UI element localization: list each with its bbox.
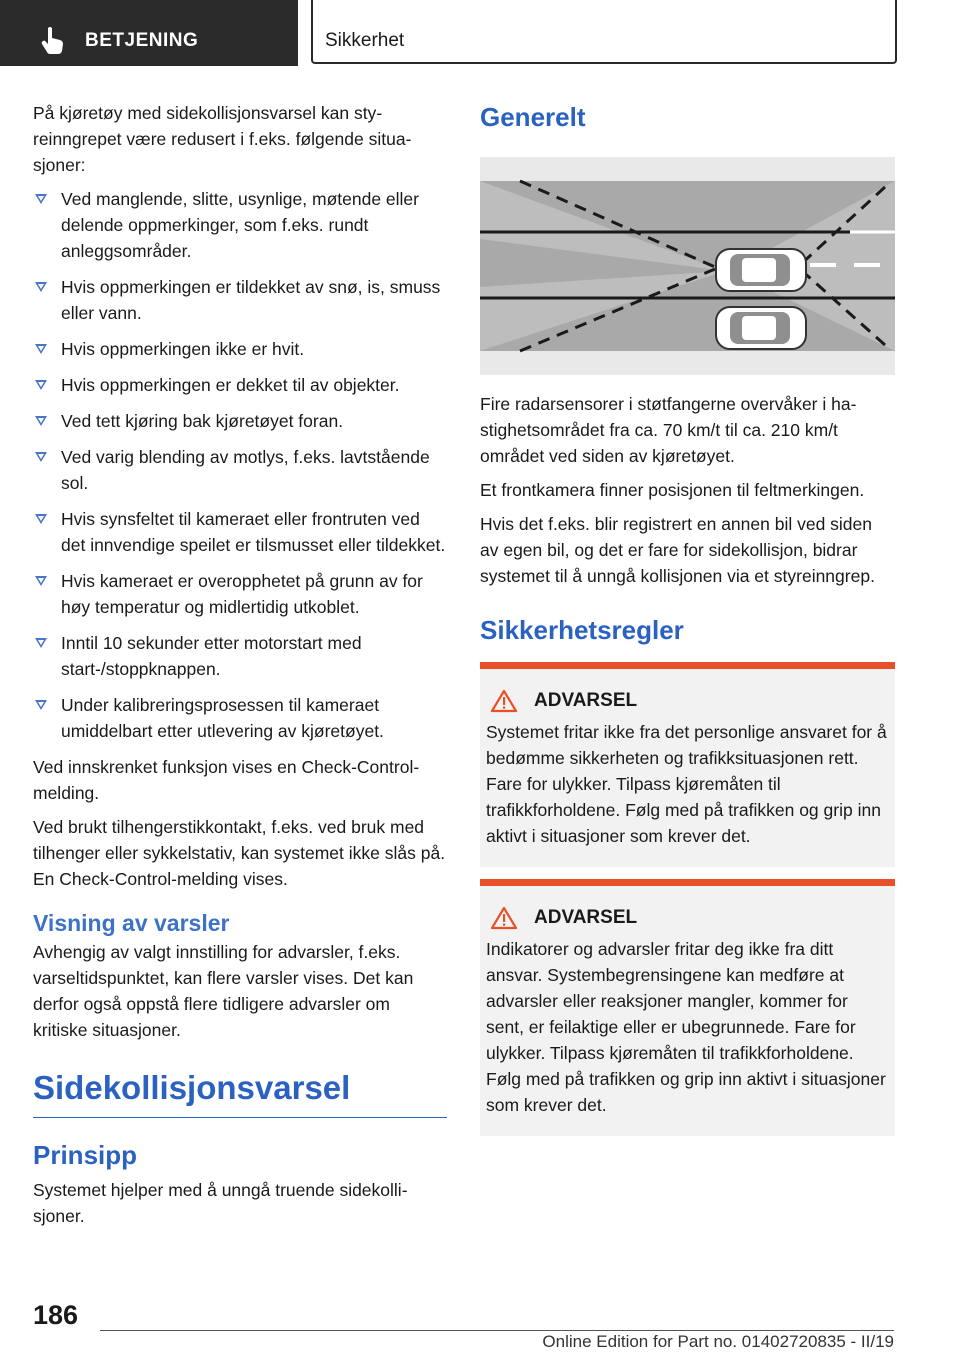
intro-paragraph: På kjøretøy med sidekollisjonsvarsel kan styreinngrepet være redusert i f.eks. følgende situasjoner: — [33, 103, 412, 175]
bullet-triangle-icon — [35, 514, 47, 524]
warning-title: ADVARSEL — [534, 690, 638, 711]
warning-triangle-icon — [490, 906, 518, 930]
list-item: Ved manglende, slitte, usynlige, møtende eller delende oppmerkinger, som f.eks. rundt anleggsområder. — [33, 186, 447, 264]
own-car-icon — [716, 249, 806, 291]
bullet-triangle-icon — [35, 194, 47, 204]
footer-divider — [100, 1330, 894, 1331]
section-title: Sidekollisjonsvarsel — [33, 1069, 447, 1118]
header-section-tab — [0, 0, 298, 66]
header-section-label: BETJENING — [85, 30, 199, 51]
warning-box — [480, 662, 895, 867]
left-column — [33, 100, 447, 1237]
footer-edition: Online Edition for Part no. 01402720835 - II/19 — [542, 1332, 894, 1351]
bullet-triangle-icon — [35, 576, 47, 586]
header-chapter-tab — [311, 0, 897, 64]
list-item: Ved varig blending av motlys, f.eks. lavtstående sol. — [33, 444, 447, 496]
trailer-paragraph: Ved brukt tilhengerstikkontakt, f.eks. ved bruk med tilhenger eller sykkelstativ, kan systemet ikke slås på. En Check-Control-melding vises. — [33, 817, 446, 889]
safety-heading: Sikkerhetsregler — [480, 615, 684, 645]
general-paragraph-1: Fire radarsensorer i støtfangerne overvåker i hastighetsområdet fra ca. 70 km/t til ca. 210 km/t området ved siden av kjøretøyet. — [480, 394, 857, 466]
list-item: Hvis synsfeltet til kameraet eller frontruten ved det innvendige speilet er tilsmusset eller tildekket. — [33, 506, 447, 558]
principle-heading: Prinsipp — [33, 1140, 138, 1170]
check-control-paragraph: Ved innskrenket funksjon vises en Check-Control-melding. — [33, 757, 420, 803]
warnings-display-heading: Visning av varsler — [33, 910, 230, 936]
general-heading: Generelt — [480, 102, 586, 132]
page-number: 186 — [33, 1300, 79, 1330]
list-item: Hvis oppmerkingen er dekket til av objekter. — [33, 372, 447, 398]
warning-title: ADVARSEL — [534, 907, 638, 928]
bullet-triangle-icon — [35, 700, 47, 710]
warning-triangle-icon — [490, 689, 518, 713]
bullet-triangle-icon — [35, 452, 47, 462]
warning-box — [480, 879, 895, 1136]
adjacent-car-icon — [716, 307, 806, 349]
bullet-triangle-icon — [35, 282, 47, 292]
principle-text: Systemet hjelper med å unngå truende sidekollisjoner. — [33, 1180, 408, 1226]
warning-text: Systemet fritar ikke fra det personlige ansvaret for å bedømme sikkerheten og trafikksituasjonen rett. Fare for ulykker. Tilpass kjøremåten til trafikkforholdene. Følg med på trafikken og grip inn aktivt i situasjoner som krever det. — [486, 722, 887, 846]
right-column — [480, 96, 895, 1148]
header-chapter-label: Sikkerhet — [325, 30, 405, 51]
radar-coverage-illustration — [480, 157, 895, 375]
bullet-triangle-icon — [35, 344, 47, 354]
warnings-display-text: Avhengig av valgt innstilling for advarsler, f.eks. varseltidspunktet, kan flere varsler vises. Det kan derfor også oppstå flere tidligere advarsler om kritiske situasjoner. — [33, 942, 414, 1040]
bullet-triangle-icon — [35, 416, 47, 426]
list-item: Hvis kameraet er overopphetet på grunn av for høy temperatur og midlertidig utkoblet. — [33, 568, 447, 620]
list-item: Under kalibreringsprosessen til kameraet umiddelbart etter utlevering av kjøretøyet. — [33, 692, 447, 744]
warning-text: Indikatorer og advarsler fritar deg ikke fra ditt ansvar. Systembegrensingene kan medføre at advarsler eller reaksjoner mangler, kommer for sent, er feilaktige eller er ubegrunnede. Fare for ulykker. Tilpass kjøremåten til trafikkforholdene. Følg med på trafikken og grip inn aktivt i situasjoner som krever det. — [486, 939, 886, 1115]
list-item: Hvis oppmerkingen ikke er hvit. — [33, 336, 447, 362]
list-item: Ved tett kjøring bak kjøretøyet foran. — [33, 408, 447, 434]
general-paragraph-2: Et frontkamera finner posisjonen til feltmerkingen. — [480, 480, 865, 500]
limitation-list — [33, 186, 447, 744]
list-item: Hvis oppmerkingen er tildekket av snø, is, smuss eller vann. — [33, 274, 447, 326]
hand-pointer-icon — [40, 26, 66, 54]
bullet-triangle-icon — [35, 638, 47, 648]
bullet-triangle-icon — [35, 380, 47, 390]
general-paragraph-3: Hvis det f.eks. blir registrert en annen bil ved siden av egen bil, og det er fare for sidekollisjon, bidrar systemet til å unngå kollisjonen via et styreinngrep. — [480, 514, 875, 586]
list-item: Inntil 10 sekunder etter motorstart med start-/stoppknappen. — [33, 630, 447, 682]
